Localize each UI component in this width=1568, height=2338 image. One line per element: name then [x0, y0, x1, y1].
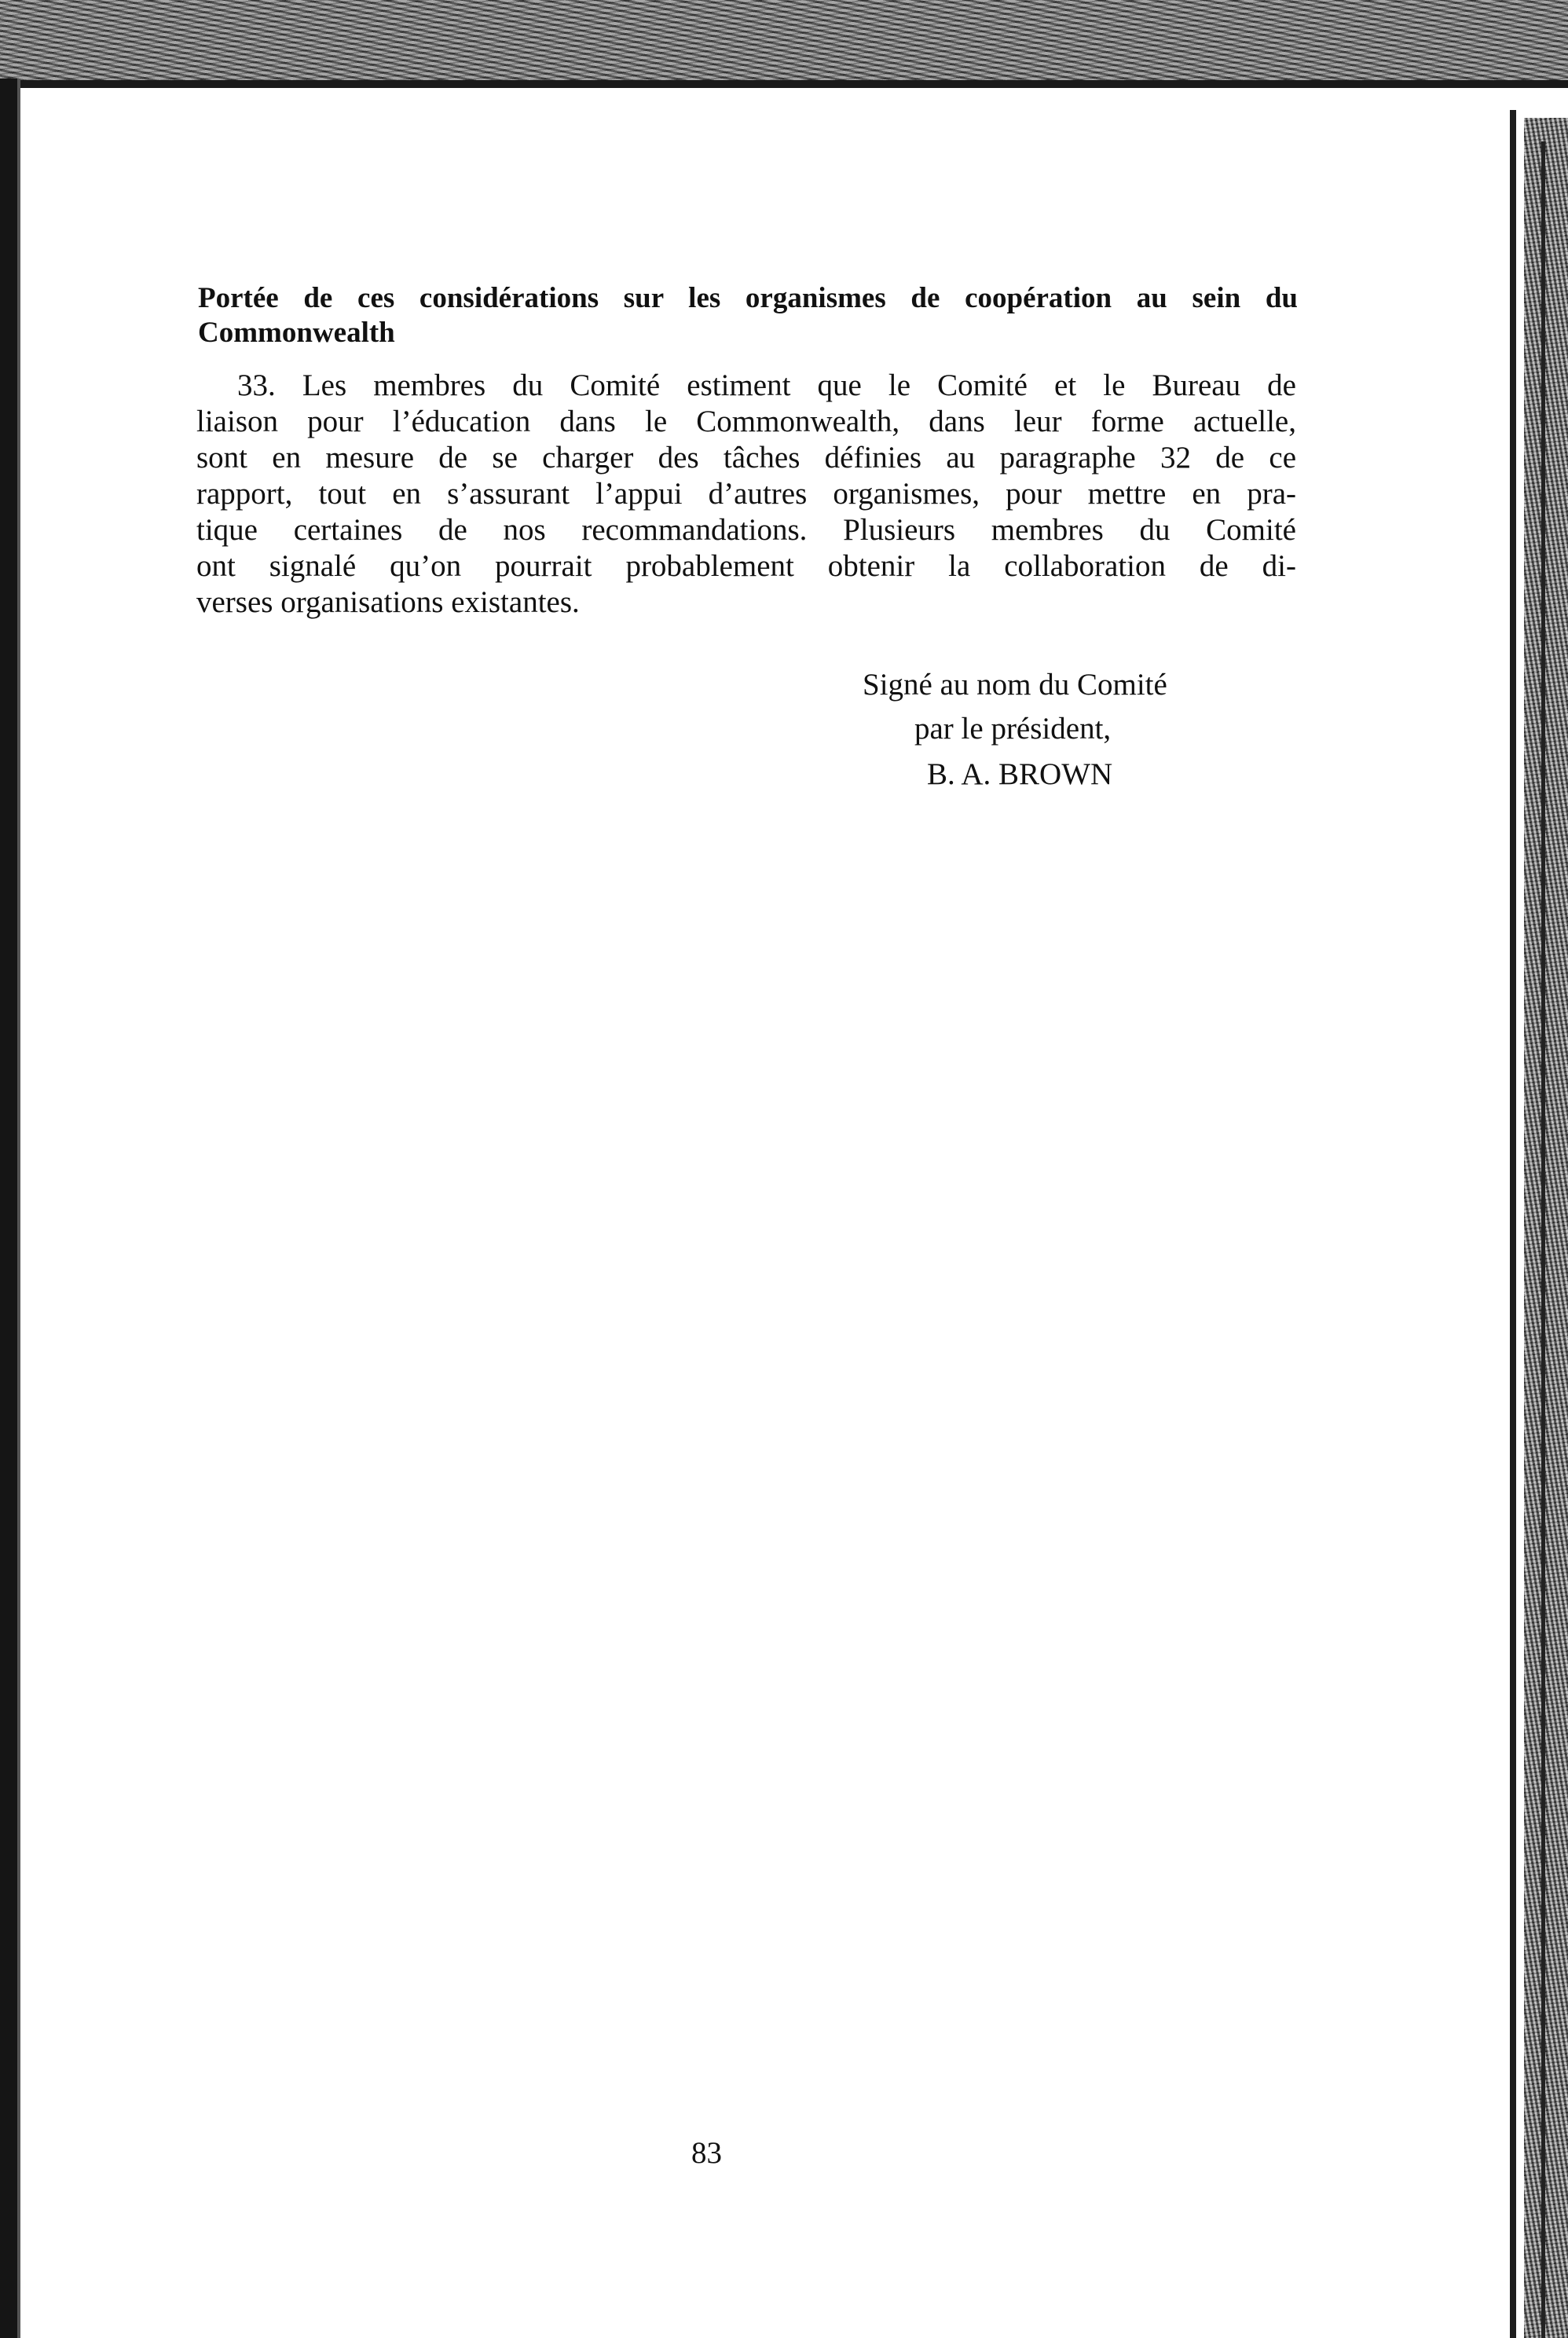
paragraph-line: sont en mesure de se charger des tâches définies au paragraphe 32 de ce	[196, 441, 1296, 475]
paragraph-line: rapport, tout en s’assurant l’appui d’autres organismes, pour mettre en pra-	[196, 477, 1296, 511]
paragraph-line: verses organisations existantes.	[196, 585, 580, 619]
paragraph-line: 33. Les membres du Comité estiment que le Comité et le Bureau de	[237, 368, 1296, 402]
scan-left-edge-line	[17, 79, 20, 2338]
paragraph-33	[196, 368, 1296, 621]
scan-right-edge	[1524, 118, 1568, 2338]
scan-right-edge-line	[1510, 110, 1516, 2338]
scan-right-edge-line-2	[1541, 141, 1545, 2338]
paragraph-line: ont signalé qu’on pourrait probablement obtenir la collaboration de di-	[196, 549, 1296, 583]
signature-name: B. A. BROWN	[927, 757, 1113, 791]
paragraph-line: tique certaines de nos recommandations. Plusieurs membres du Comité	[196, 513, 1296, 547]
paragraph-line: liaison pour l’éducation dans le Commonwealth, dans leur forme actuelle,	[196, 405, 1296, 438]
page-number: 83	[691, 2136, 722, 2170]
section-heading-line-1: Portée de ces considérations sur les organismes de coopération au sein du	[198, 282, 1298, 314]
section-heading-line-2: Commonwealth	[198, 317, 395, 349]
scan-top-edge	[0, 0, 1568, 88]
section-heading	[198, 281, 1298, 350]
scan-left-edge	[0, 79, 17, 2338]
signature-line-1: Signé au nom du Comité	[863, 668, 1167, 702]
signature-line-2: par le président,	[914, 712, 1112, 746]
